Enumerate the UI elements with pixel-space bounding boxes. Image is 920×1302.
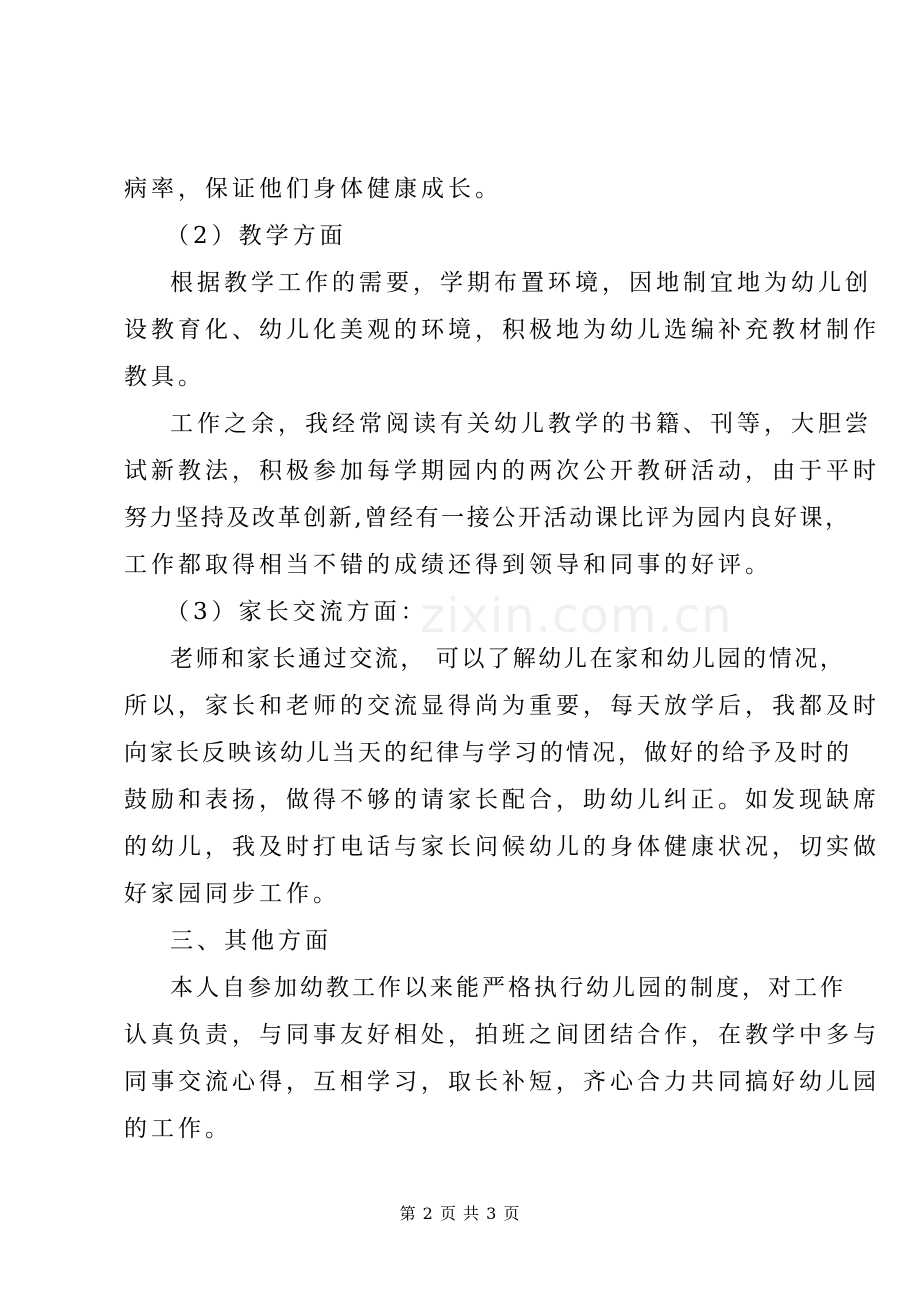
body-line: 试新教法，积极参加每学期园内的两次公开教研活动，由于平时 <box>124 458 880 484</box>
body-line: 设教育化、幼儿化美观的环境，积极地为幼儿选编补充教材制作 <box>124 317 880 343</box>
body-line: 老师和家长通过交流， 可以了解幼儿在家和幼儿园的情况， <box>170 646 846 672</box>
page-footer: 第 2 页 共 3 页 <box>399 1204 521 1223</box>
body-line: 本人自参加幼教工作以来能严格执行幼儿园的制度，对工作 <box>170 975 846 1001</box>
watermark: zixin.com.cn <box>420 588 733 644</box>
body-line: 同事交流心得，互相学习，取长补短，齐心合力共同搞好幼儿园 <box>124 1069 880 1095</box>
body-line: 工作都取得相当不错的成绩还得到领导和同事的好评。 <box>124 552 772 578</box>
body-line: 向家长反映该幼儿当天的纪律与学习的情况，做好的给予及时的 <box>124 740 852 766</box>
body-line: 的幼儿，我及时打电话与家长问候幼儿的身体健康状况，切实做 <box>124 834 880 860</box>
subheading-parents: （3）家长交流方面： <box>166 599 428 625</box>
body-line: 教具。 <box>124 364 205 390</box>
body-line: 努力坚持及改革创新,曾经有一接公开活动课比评为园内良好课， <box>124 505 851 531</box>
body-line: 工作之余，我经常阅读有关幼儿教学的书籍、刊等，大胆尝 <box>170 411 872 437</box>
body-line: 所以，家长和老师的交流显得尚为重要，每天放学后，我都及时 <box>124 693 880 719</box>
body-line: 根据教学工作的需要，学期布置环境，因地制宜地为幼儿创 <box>170 270 872 296</box>
body-line: 认真负责，与同事友好相处，拍班之间团结合作，在教学中多与 <box>124 1022 880 1048</box>
body-line: 鼓励和表扬，做得不够的请家长配合，助幼儿纠正。如发现缺席 <box>124 787 880 813</box>
subheading-teaching: （2）教学方面 <box>166 223 347 249</box>
document-body <box>124 166 880 1153</box>
body-line: 的工作。 <box>124 1116 232 1142</box>
body-line: 病率，保证他们身体健康成长。 <box>124 176 502 202</box>
section-heading-other: 三、其他方面 <box>170 928 332 954</box>
body-line: 好家园同步工作。 <box>124 881 340 907</box>
